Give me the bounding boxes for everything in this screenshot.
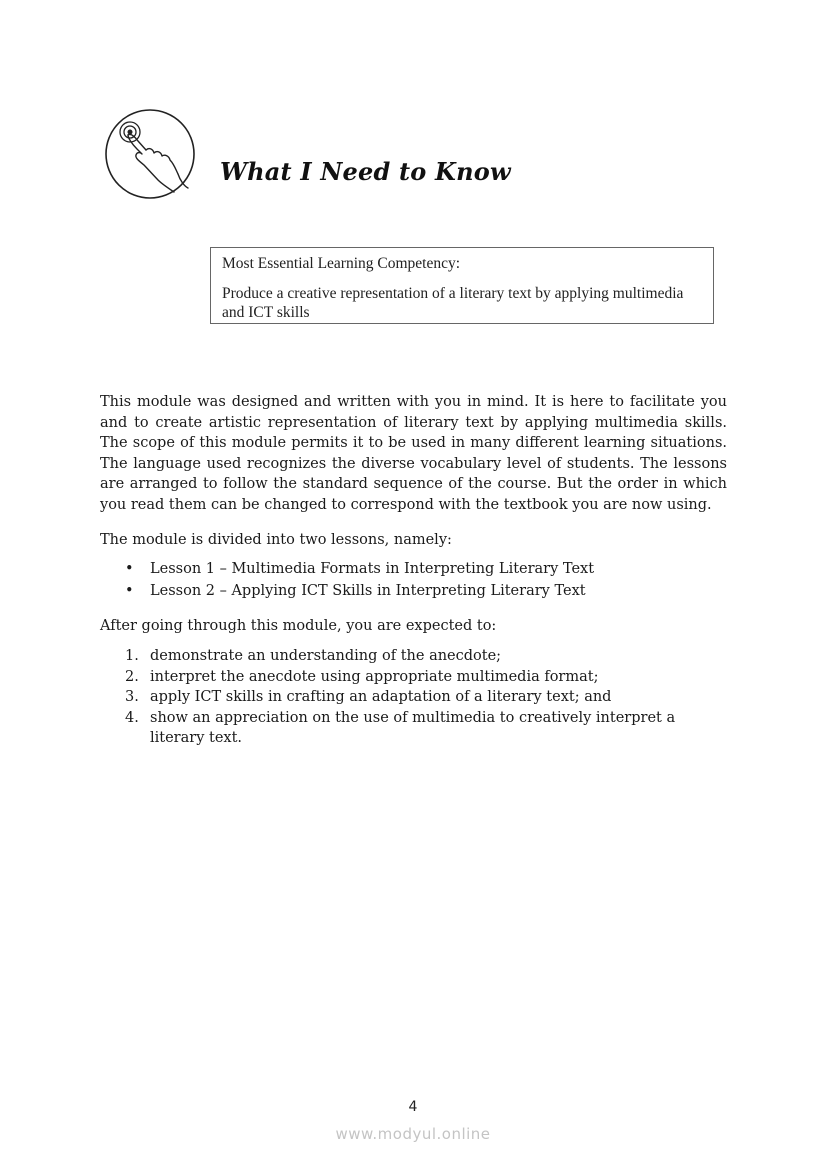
list-number: 1. — [125, 647, 139, 664]
competency-text: Produce a creative representation of a literary text by applying multimedia and ICT skills — [222, 285, 684, 321]
section-title: What I Need to Know — [220, 157, 511, 186]
objective-text: show an appreciation on the use of multimedia to creatively interpret a literary text. — [150, 709, 676, 747]
list-item — [100, 581, 727, 602]
objectives-list — [100, 646, 727, 749]
lesson-item-text: Lesson 1 – Multimedia Formats in Interpreting Literary Text — [150, 561, 595, 578]
lesson-list — [100, 559, 727, 601]
intro-paragraph: This module was designed and written with you in mind. It is here to facilitate you and to create artistic representation of literary text by applying multimedia skills. The scope of this module permits it to be used in many different learning situations. The language used recognizes the diverse vocabulary level of students. The lessons are arranged to follow the standard sequence of the course. But the order in which you read them can be changed to correspond with the textbook you are now using. — [100, 394, 727, 513]
watermark: www.modyul.online — [335, 1125, 491, 1143]
page-number: 4 — [408, 1099, 418, 1115]
list-number: 2. — [125, 668, 139, 685]
objective-text: demonstrate an understanding of the anecdote; — [150, 647, 502, 664]
competency-label: Most Essential Learning Competency: — [222, 255, 461, 272]
list-number: 3. — [125, 689, 139, 706]
list-item — [100, 687, 727, 708]
list-item — [100, 646, 727, 667]
bullet-icon: • — [125, 561, 134, 578]
competency-box — [210, 247, 714, 324]
module-body — [100, 392, 727, 749]
pointing-hand-icon — [104, 108, 196, 200]
list-item — [100, 667, 727, 688]
lessons-intro: The module is divided into two lessons, namely: — [100, 531, 452, 548]
objective-text: interpret the anecdote using appropriate multimedia format; — [150, 668, 599, 685]
objective-text: apply ICT skills in crafting an adaptation of a literary text; and — [150, 689, 612, 706]
list-item — [100, 559, 727, 580]
objectives-intro: After going through this module, you are expected to: — [100, 618, 497, 635]
list-number: 4. — [125, 709, 139, 726]
bullet-icon: • — [125, 582, 134, 599]
list-item — [100, 708, 727, 749]
lesson-item-text: Lesson 2 – Applying ICT Skills in Interpreting Literary Text — [150, 582, 586, 599]
